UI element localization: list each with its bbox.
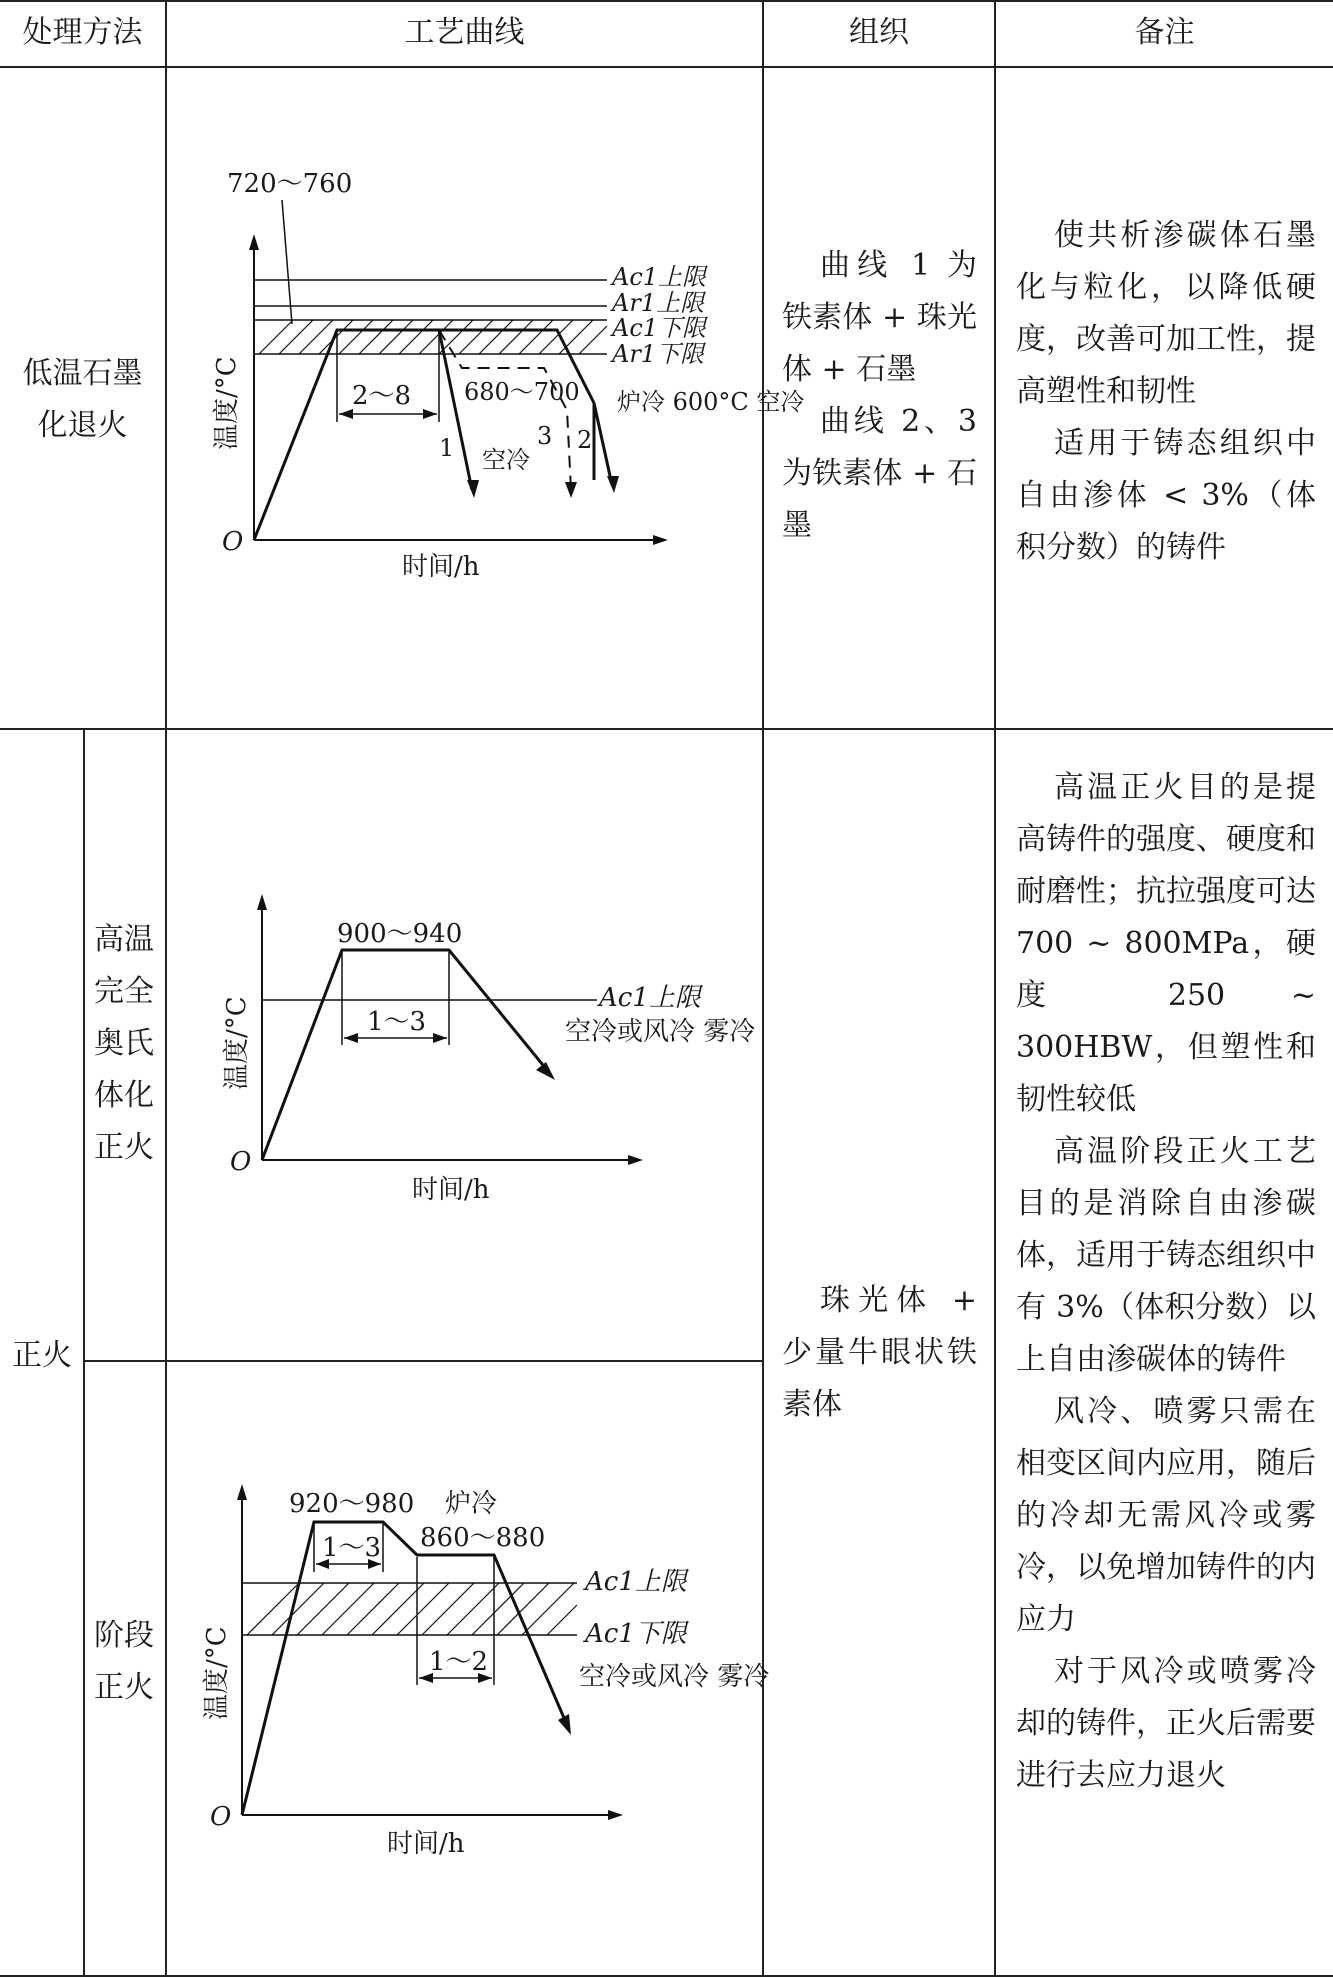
remark-normalizing-p2: 高温阶段正火工艺目的是消除自由渗碳体，适用于铸态组织中有 3%（体积分数）以上自由渗碳体的铸件 <box>1016 1134 1316 1377</box>
diagram-low-origin: O <box>222 527 244 557</box>
diagram-stage-lower: Ac1下限 <box>585 1619 687 1649</box>
diagram-high-cool: 空冷或风冷 雾冷 <box>565 1017 756 1047</box>
diagram-high-temp <box>167 880 762 1210</box>
diagram-stage-cool: 空冷或风冷 雾冷 <box>579 1662 770 1692</box>
method-high-temp-normalizing: 高温完全奥氏体化正火 <box>94 922 154 1165</box>
diagram-high-ylabel: 温度/°C <box>222 996 252 1090</box>
diagram-high-hold-time: 1～3 <box>367 1007 427 1037</box>
header-method: 处理方法 <box>22 15 143 50</box>
diagram-low-ylabel: 温度/°C <box>212 356 242 450</box>
diagram-low-line-ar1-lower: Ar1下限 <box>612 340 705 368</box>
diagram-low-line-ac1-lower: Ac1下限 <box>612 314 707 342</box>
remark-normalizing-p4: 对于风冷或喷雾冷却的铸件，正火后需要进行去应力退火 <box>1016 1654 1316 1793</box>
remark-normalizing-p3: 风冷、喷雾只需在相变区间内应用，随后的冷却无需风冷或雾冷，以免增加铸件的内应力 <box>1016 1394 1316 1637</box>
diagram-low-cool2: 炉冷 600°C 空冷 <box>617 388 805 416</box>
header-structure: 组织 <box>849 15 909 50</box>
diagram-stage-upper: Ac1上限 <box>585 1567 687 1597</box>
diagram-low-curve3: 3 <box>537 422 553 450</box>
diagram-stage-ylabel: 温度/°C <box>202 1626 232 1720</box>
structure-normalizing <box>782 1275 977 1431</box>
table-bottom-border <box>0 1975 1333 1977</box>
diagram-stage-furnace: 炉冷 <box>445 1489 498 1519</box>
remark-low-temp-p1: 使共析渗碳体石墨化与粒化，以降低硬度，改善可加工性，提高塑性和韧性 <box>1016 218 1316 409</box>
header-divider <box>0 66 1333 68</box>
method-stage-normalizing: 阶段正火 <box>94 1618 154 1705</box>
remark-low-temp-p2: 适用于铸态组织中自由渗体 < 3%（体积分数）的铸件 <box>1016 426 1316 565</box>
diagram-low-curve2: 2 <box>577 426 593 454</box>
diagram-stage-hold-temp1: 920～980 <box>289 1489 415 1519</box>
diagram-stage-origin: O <box>210 1802 232 1832</box>
diagram-stage-hold-time1: 1～3 <box>322 1533 382 1563</box>
diagram-low-xlabel: 时间/h <box>402 552 480 582</box>
header-remark: 备注 <box>1134 15 1195 50</box>
diagram-low-mid-temp: 680～700 <box>464 378 580 406</box>
diagram-low-hold-time: 2～8 <box>352 381 412 411</box>
structure-low-temp-line1: 曲线 1 为铁素体 + 珠光体 + 石墨 <box>782 248 977 387</box>
diagram-low-hold-temp: 720～760 <box>227 169 353 199</box>
remark-low-temp <box>1016 210 1316 574</box>
row-divider <box>0 728 1333 730</box>
diagram-stage-xlabel: 时间/h <box>387 1829 465 1859</box>
remark-normalizing <box>1016 762 1316 1802</box>
structure-low-temp-line2: 曲线 2、3 为铁素体 + 石墨 <box>782 404 977 543</box>
diagram-high-line-label: Ac1上限 <box>599 983 701 1013</box>
diagram-stage-hold-time2: 1～2 <box>429 1647 489 1677</box>
table-top-border <box>0 0 1333 2</box>
diagram-low-cool1: 空冷 <box>482 446 530 474</box>
header-curve: 工艺曲线 <box>404 15 525 50</box>
diagram-low-line-ac1-upper: Ac1上限 <box>612 263 707 291</box>
structure-low-temp <box>782 240 977 552</box>
diagram-low-line-ar1-upper: Ar1上限 <box>612 289 705 317</box>
diagram-high-xlabel: 时间/h <box>412 1175 490 1205</box>
subrow-divider <box>83 1360 763 1362</box>
method-low-temp: 低温石墨化退火 <box>22 356 143 443</box>
diagram-low-temp <box>167 169 805 600</box>
col-divider-sub <box>83 729 85 1977</box>
diagram-low-curve1: 1 <box>439 434 455 462</box>
remark-normalizing-p1: 高温正火目的是提高铸件的强度、硬度和耐磨性；抗拉强度可达 700 ~ 800MPa，硬度 250 ~ 300HBW，但塑性和韧性较低 <box>1016 770 1316 1117</box>
diagram-stage <box>167 1480 770 1860</box>
diagram-high-hold-temp: 900～940 <box>337 919 463 949</box>
structure-normalizing-text: 珠光体 + 少量牛眼状铁素体 <box>782 1283 977 1422</box>
diagram-high-origin: O <box>230 1147 252 1177</box>
method-normalizing: 正火 <box>12 1338 72 1373</box>
diagram-stage-hold-temp2: 860～880 <box>420 1523 546 1553</box>
col-divider-structure <box>994 0 996 1977</box>
